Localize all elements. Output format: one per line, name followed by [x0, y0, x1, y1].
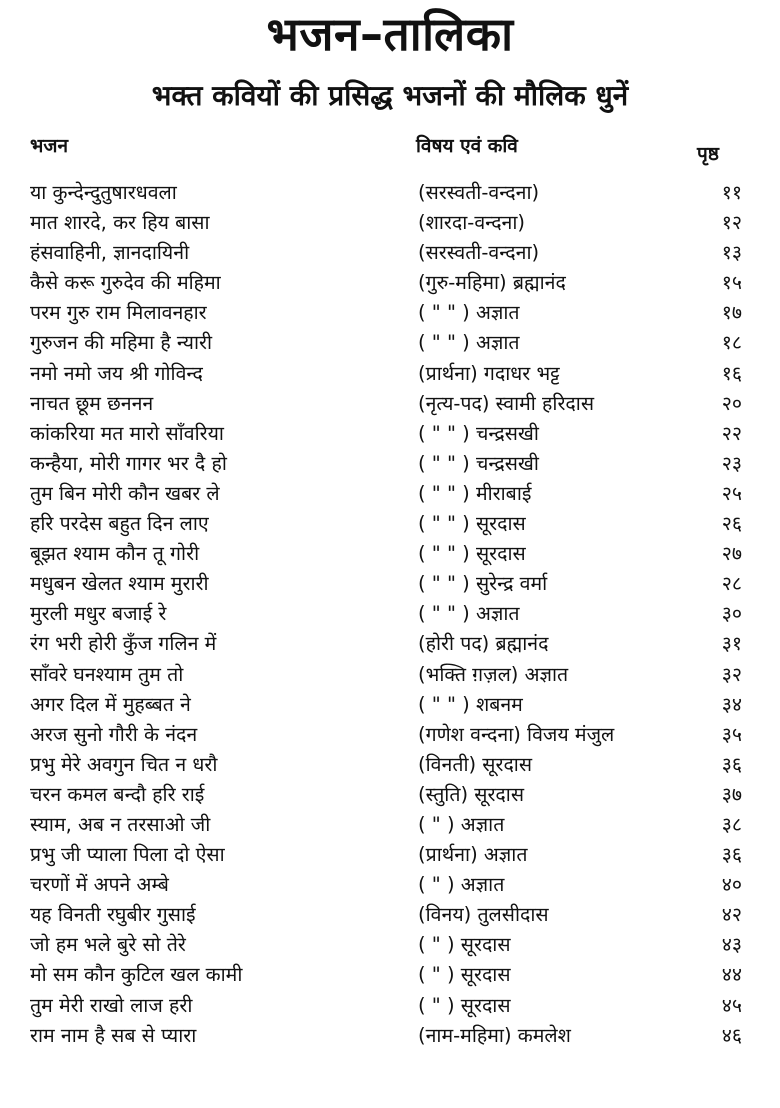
- bhajan-title: मुरली मधुर बजाई रे: [30, 602, 167, 626]
- page-number: ३७: [721, 782, 742, 806]
- table-row: [0, 238, 780, 268]
- subject-poet: ( " " ) अज्ञात: [418, 602, 520, 626]
- table-row: [0, 720, 780, 750]
- table-row: [0, 599, 780, 629]
- table-row: [0, 810, 780, 840]
- page-number: ११: [721, 181, 742, 204]
- bhajan-title: हंसवाहिनी, ज्ञानदायिनी: [30, 241, 190, 265]
- table-row: [0, 178, 780, 208]
- column-header-page: पृष्ठ: [697, 143, 719, 165]
- subject-poet: (सरस्वती-वन्दना): [418, 241, 540, 265]
- page-number: १३: [721, 241, 742, 265]
- subject-poet: ( " " ) मीराबाई: [418, 481, 532, 505]
- table-row: [0, 840, 780, 870]
- table-row: [0, 991, 780, 1021]
- page-number: २०: [721, 391, 742, 415]
- bhajan-title: गुरुजन की महिमा है न्यारी: [30, 331, 213, 355]
- page-number: २२: [721, 421, 742, 445]
- page-number: ४४: [721, 963, 742, 987]
- bhajan-list: [0, 178, 780, 1081]
- bhajan-title: अगर दिल में मुहब्बत ने: [30, 692, 191, 716]
- page-number: ३५: [721, 722, 742, 746]
- subject-poet: (विनती) सूरदास: [418, 752, 533, 776]
- bhajan-title: तुम मेरी राखो लाज हरी: [30, 993, 193, 1017]
- bhajan-title: अरज सुनो गौरी के नंदन: [30, 722, 198, 746]
- page-number: ३६: [721, 843, 742, 867]
- subject-poet: ( " ) सूरदास: [418, 993, 511, 1017]
- page-number: ३४: [721, 692, 742, 716]
- table-row: [0, 569, 780, 599]
- bhajan-title: मात शारदे, कर हिय बासा: [30, 211, 210, 235]
- subject-poet: (होरी पद) ब्रह्मानंद: [418, 632, 549, 656]
- page-number: ४३: [721, 933, 742, 957]
- bhajan-title: चरणों में अपने अम्बे: [30, 873, 169, 897]
- table-row: [0, 539, 780, 569]
- page-number: १२: [721, 211, 742, 235]
- bhajan-title: कैसे करू गुरुदेव की महिमा: [30, 271, 221, 295]
- subject-poet: (प्रार्थना) गदाधर भट्ट: [418, 361, 560, 385]
- bhajan-title: रंग भरी होरी कुँज गलिन में: [30, 632, 217, 656]
- subject-poet: (गुरु-महिमा) ब्रह्मानंद: [418, 271, 566, 295]
- bhajan-title: साँवरे घनश्याम तुम तो: [30, 662, 184, 686]
- table-row: [0, 419, 780, 449]
- page-number: २३: [721, 451, 742, 475]
- table-row: [0, 629, 780, 659]
- bhajan-title: तुम बिन मोरी कौन खबर ले: [30, 481, 220, 505]
- page-number: ४०: [721, 873, 742, 897]
- page-number: ३६: [721, 752, 742, 776]
- column-header-bhajan: भजन: [30, 135, 69, 157]
- page-number: २६: [721, 512, 742, 536]
- subject-poet: (नृत्य-पद) स्वामी हरिदास: [418, 391, 595, 415]
- table-row: [0, 780, 780, 810]
- table-row: [0, 750, 780, 780]
- subject-poet: (प्रार्थना) अज्ञात: [418, 843, 528, 867]
- table-row: [0, 359, 780, 389]
- table-row: [0, 449, 780, 479]
- page-number: ३१: [721, 632, 742, 656]
- column-header-subject-poet: विषय एवं कवि: [416, 135, 518, 157]
- bhajan-title: नमो नमो जय श्री गोविन्द: [30, 361, 203, 385]
- subject-poet: ( " ) सूरदास: [418, 933, 511, 957]
- page-number: १८: [721, 331, 742, 355]
- page-number: २८: [721, 572, 742, 596]
- table-row: [0, 660, 780, 690]
- bhajan-title: मधुबन खेलत श्याम मुरारी: [30, 572, 209, 596]
- page-subtitle: भक्त कवियों की प्रसिद्ध भजनों की मौलिक धुनें: [151, 79, 629, 112]
- page-number: १७: [721, 301, 742, 325]
- bhajan-title: नाचत छूम छननन: [30, 391, 154, 415]
- bhajan-title: जो हम भले बुरे सो तेरे: [30, 933, 186, 957]
- table-row: [0, 1051, 780, 1081]
- bhajan-title: कन्हैया, मोरी गागर भर दै हो: [30, 451, 227, 475]
- table-row: [0, 870, 780, 900]
- subject-poet: ( " " ) अज्ञात: [418, 301, 520, 325]
- subject-poet: (सरस्वती-वन्दना): [418, 181, 540, 204]
- page-number: २७: [721, 542, 742, 566]
- table-row: [0, 930, 780, 960]
- subject-poet: ( " " ) सुरेन्द्र वर्मा: [418, 572, 548, 596]
- page-number: ३८: [721, 812, 742, 836]
- bhajan-title: कांकरिया मत मारो साँवरिया: [30, 421, 224, 445]
- bhajan-title: हरि परदेस बहुत दिन लाए: [30, 512, 209, 536]
- subject-poet: ( " " ) सूरदास: [418, 512, 526, 536]
- bhajan-title: यह विनती रघुबीर गुसाई: [30, 903, 196, 927]
- page-number: २५: [721, 481, 742, 505]
- page-number: ३२: [721, 662, 742, 686]
- subject-poet: ( " ) अज्ञात: [418, 873, 505, 897]
- subject-poet: ( " " ) सूरदास: [418, 542, 526, 566]
- subject-poet: ( " " ) चन्द्रसखी: [418, 421, 539, 445]
- table-row: [0, 1021, 780, 1051]
- page-number: १६: [721, 361, 742, 385]
- page-number: १५: [721, 271, 742, 295]
- bhajan-title: प्रभु मेरे अवगुन चित न धरौ: [30, 752, 218, 776]
- subject-poet: ( " ) सूरदास: [418, 963, 511, 987]
- bhajan-title: स्याम, अब न तरसाओ जी: [30, 812, 211, 836]
- subject-poet: (गणेश वन्दना) विजय मंजुल: [418, 722, 615, 746]
- subject-poet: ( " " ) चन्द्रसखी: [418, 451, 539, 475]
- table-row: [0, 479, 780, 509]
- table-row: [0, 900, 780, 930]
- subject-poet: ( " ) अज्ञात: [418, 812, 505, 836]
- subject-poet: (विनय) तुलसीदास: [418, 903, 549, 927]
- page-title: भजन–तालिका: [266, 7, 514, 61]
- table-row: [0, 298, 780, 328]
- table-row: [0, 208, 780, 238]
- subject-poet: (भक्ति ग़ज़ल) अज्ञात: [418, 662, 569, 686]
- table-row: [0, 328, 780, 358]
- bhajan-title: चरन कमल बन्दौ हरि राई: [30, 782, 205, 806]
- table-row: [0, 268, 780, 298]
- subject-poet: (स्तुति) सूरदास: [418, 782, 525, 806]
- page-number: ४५: [721, 993, 742, 1017]
- bhajan-title: परम गुरु राम मिलावनहार: [30, 301, 207, 325]
- subject-poet: ( " " ) अज्ञात: [418, 331, 520, 355]
- table-row: [0, 389, 780, 419]
- table-row: [0, 690, 780, 720]
- subject-poet: ( " " ) शबनम: [418, 692, 523, 716]
- bhajan-title: प्रभु जी प्याला पिला दो ऐसा: [30, 843, 225, 867]
- bhajan-title: मो सम कौन कुटिल खल कामी: [30, 963, 243, 987]
- bhajan-title: बूझत श्याम कौन तू गोरी: [30, 542, 200, 566]
- page-number: ४६: [721, 1023, 742, 1047]
- table-row: [0, 960, 780, 990]
- subject-poet: (नाम-महिमा) कमलेश: [418, 1023, 571, 1047]
- table-row: [0, 509, 780, 539]
- page-number: ४२: [721, 903, 742, 927]
- bhajan-title: राम नाम है सब से प्यारा: [30, 1023, 197, 1047]
- subject-poet: (शारदा-वन्दना): [418, 211, 526, 235]
- page-number: ३०: [721, 602, 742, 626]
- bhajan-title: या कुन्देन्दुतुषारधवला: [30, 181, 177, 204]
